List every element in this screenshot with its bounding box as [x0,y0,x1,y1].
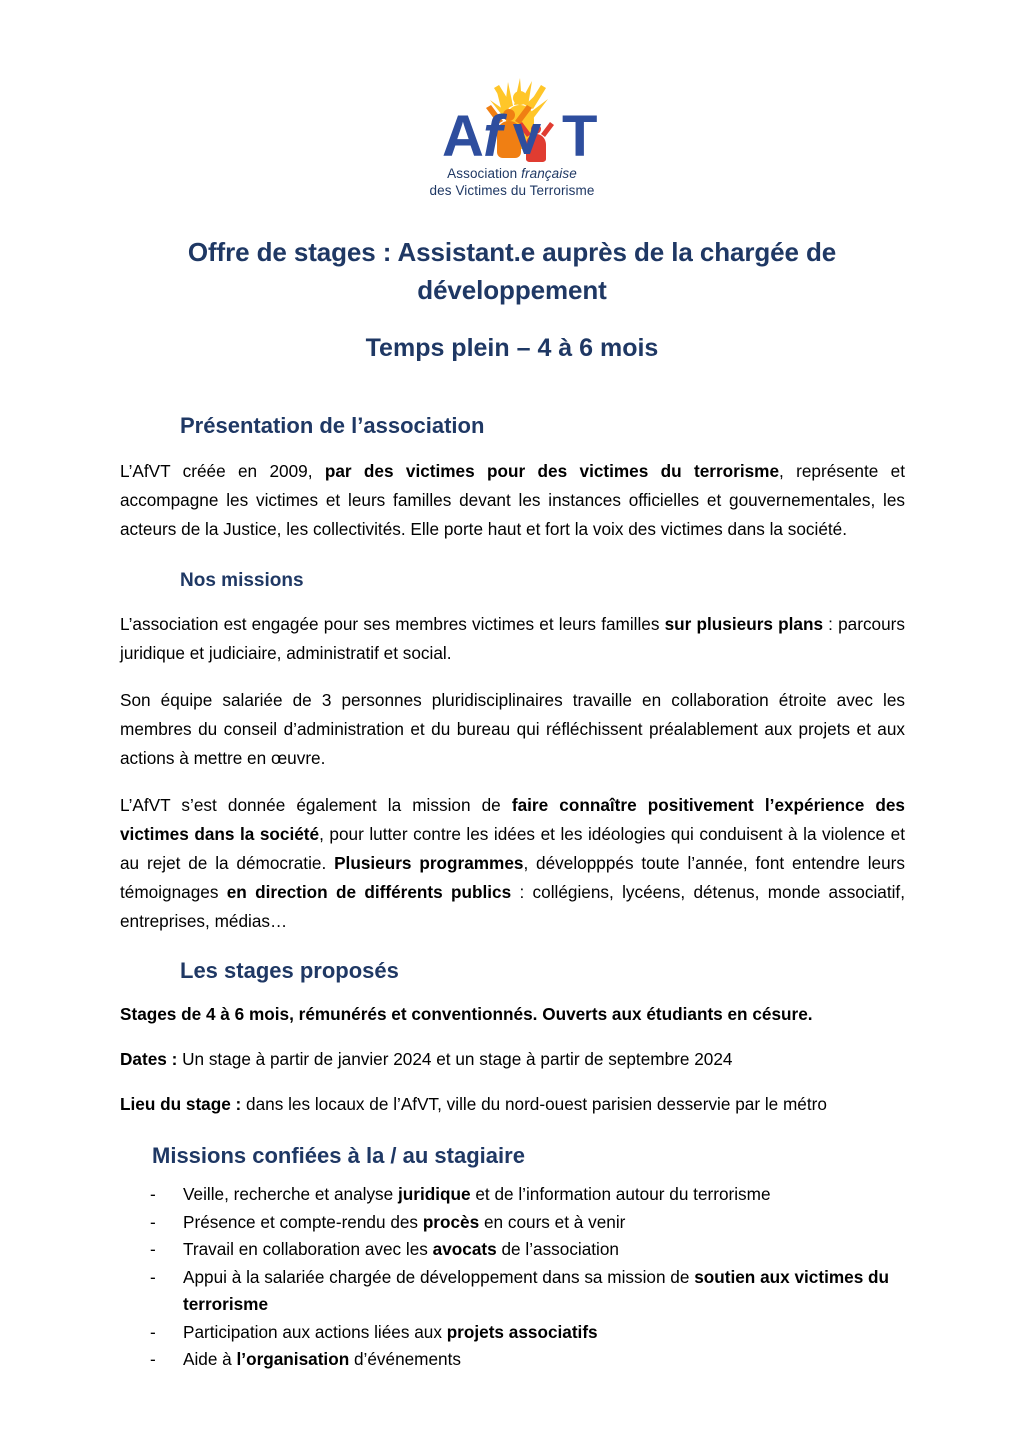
logo-block [0,0,1024,199]
missions-p3-bold-1: faire connaître positivement l’expérience des victimes dans la société [120,795,905,844]
stages-lieu-line [120,1090,905,1119]
presentation-text-bold: par des victimes pour des victimes du terrorisme [324,461,780,481]
dash-bullet-icon: - [150,1266,156,1287]
missions-p3-bold-2: Plusieurs programmes [334,853,524,873]
stages-dates-value: Un stage à partir de janvier 2024 et un stage à partir de septembre 2024 [182,1049,733,1069]
stages-dates-label: Dates : [120,1049,183,1069]
list-item-text-bold: soutien aux victimes du terrorisme [183,1266,890,1314]
missions-p3-g: : collégiens, lycéens, détenus, monde associatif, entreprises, médias… [120,882,905,931]
missions-stagiaire-list [120,1181,905,1374]
list-item-text-bold: projets associatifs [446,1321,598,1342]
heading-missions-confiees: Missions confiées à la / au stagiaire [152,1143,525,1168]
missions-paragraph-2: Son équipe salariée de 3 personnes pluridisciplinaires travaille en collaboration étroite avec les membres du conseil d’administration et du bureau qui réfléchissent préalablement aux projets et aux actions à mettre en œuvre. [120,690,905,768]
presentation-paragraph [120,457,905,544]
stages-dates-line [120,1045,905,1074]
stages-summary-line [120,1000,905,1029]
section-missions-stagiaire-body [120,1181,905,1374]
presentation-text-c: , représente et accompagne les victimes et leurs familles devant les instances officielles et gouvernementales, les acteurs de la Justice, les collectivités. Elle porte haut et fort la voix des victimes dans la société. [120,461,905,539]
missions-paragraph-3 [120,791,905,936]
stages-lieu-value: dans les locaux de l’AfVT, ville du nord-ouest parisien desservie par le métro [241,1094,827,1114]
dash-bullet-icon: - [150,1239,156,1259]
list-item-text-bold: procès [422,1211,480,1232]
dash-bullet-icon: - [150,1211,156,1232]
svg-text:A: A [442,104,484,162]
logo-tagline-line1-italic: française [521,166,577,181]
page-subtitle: Temps plein – 4 à 6 mois [365,334,659,362]
missions-p3-bold-3: en direction de différents publics [226,882,512,902]
stages-summary-text: Stages de 4 à 6 mois, rémunérés et conventionnés. Ouverts aux étudiants en césure. [120,1004,813,1024]
list-item-text-c: de l’association [496,1239,619,1259]
heading-nos-missions: Nos missions [180,570,304,591]
section-presentation-body [120,457,905,544]
dash-bullet-icon: - [150,1321,156,1342]
list-item-text-a: Veille, recherche et analyse [183,1184,398,1204]
missions-p3-a: L’AfVT s’est donnée également la mission de [120,795,512,815]
logo-tagline-line2: des Victimes du Terrorisme [429,182,595,198]
list-item [150,1319,905,1347]
missions-paragraph-1 [120,610,905,668]
list-item [150,1264,905,1319]
svg-text:f: f [483,104,503,162]
dash-bullet-icon: - [150,1349,156,1369]
list-item-text-a: Aide à [183,1349,237,1369]
svg-text:T: T [562,104,598,162]
heading-les-stages-proposes: Les stages proposés [180,958,399,983]
list-item-text-a: Appui à la salariée chargée de développement dans sa mission de [183,1266,695,1287]
list-item-text-a: Travail en collaboration avec les [183,1239,433,1259]
list-item-text-a: Participation aux actions liées aux [183,1321,447,1342]
missions-p1-a: L’association est engagée pour ses membres victimes et leurs familles [120,614,665,634]
list-item-text-c: en cours et à venir [479,1211,626,1232]
list-item-text-c: d’événements [349,1349,461,1369]
presentation-text-a: L’AfVT créée en 2009, [120,461,325,481]
missions-p1-c: : parcours juridique et judiciaire, administratif et social. [120,614,905,663]
dash-bullet-icon: - [150,1184,156,1204]
section-missions-body [120,610,905,936]
section-stages-body [120,1000,905,1119]
list-item [150,1346,905,1374]
list-item-text-bold: avocats [432,1239,497,1259]
list-item-text-a: Présence et compte-rendu des [183,1211,423,1232]
logo-tagline [430,166,595,199]
list-item [150,1181,905,1209]
missions-p3-c: , pour lutter contre les idées et les idéologies qui conduisent à la violence et au rejet de la démocratie. [120,824,905,873]
missions-p3-e: , développpés toute l’année, font entendre leurs témoignages [120,853,905,902]
logo-tagline-line1-plain: Association [447,166,522,181]
page-title: Offre de stages : Assistant.e auprès de la chargée de développement [187,237,837,305]
list-item [150,1236,905,1264]
list-item [150,1209,905,1237]
list-item-text-c: et de l’information autour du terrorisme [470,1184,771,1204]
list-item-text-bold: l’organisation [236,1349,350,1369]
list-item-text-bold: juridique [397,1184,471,1204]
missions-p1-bold: sur plusieurs plans [664,614,824,634]
stages-lieu-label: Lieu du stage : [120,1094,242,1114]
afvt-logo [412,76,612,162]
heading-presentation: Présentation de l’association [180,413,485,438]
